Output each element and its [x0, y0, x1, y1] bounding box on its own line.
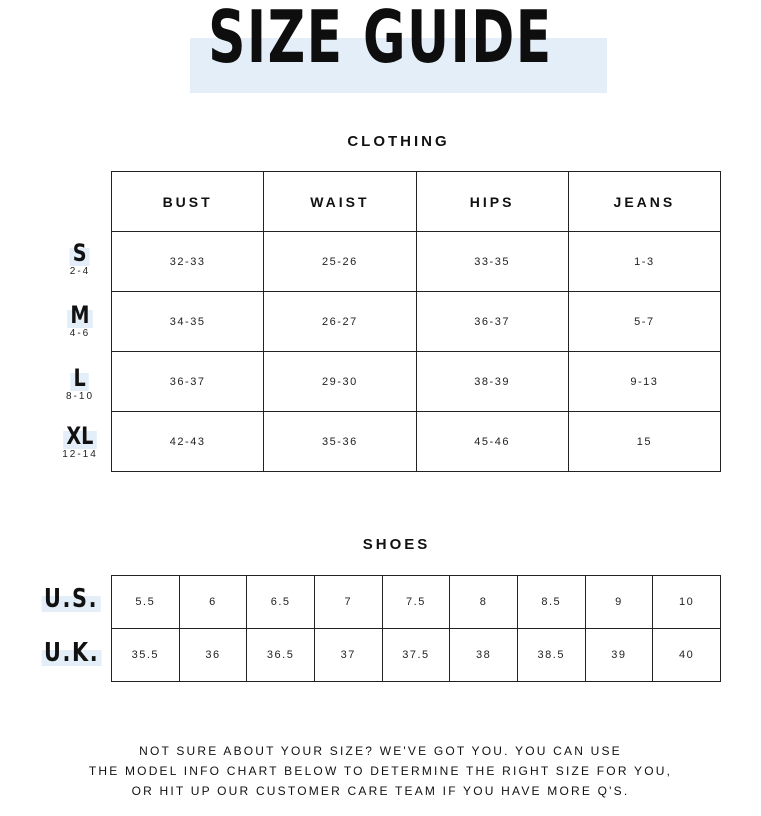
- size-letter: M: [70, 301, 90, 329]
- table-cell: 33-35: [416, 232, 568, 292]
- footnote-line: NOT SURE ABOUT YOUR SIZE? WE'VE GOT YOU. YOU CAN USE: [139, 744, 622, 758]
- shoe-row-label-uk: [44, 638, 104, 668]
- table-row: [112, 629, 721, 682]
- table-cell: 35-36: [264, 412, 416, 472]
- size-label-m: [55, 302, 105, 339]
- table-cell: 36.5: [247, 629, 315, 682]
- size-numeric: 12-14: [62, 449, 98, 460]
- table-cell: 38.5: [517, 629, 585, 682]
- column-header-bust: BUST: [112, 172, 264, 232]
- footnote-line: OR HIT UP OUR CUSTOMER CARE TEAM IF YOU HAVE MORE Q'S.: [131, 784, 630, 798]
- table-cell: 7.5: [382, 576, 450, 629]
- table-cell: 39: [585, 629, 653, 682]
- table-cell: 34-35: [112, 292, 264, 352]
- size-letter: S: [73, 239, 87, 267]
- shoe-row-label-us: [44, 584, 104, 614]
- table-cell: 45-46: [416, 412, 568, 472]
- size-numeric: 8-10: [65, 391, 94, 402]
- size-label-s: [55, 240, 105, 277]
- clothing-heading: CLOTHING: [347, 133, 450, 150]
- table-cell: 42-43: [112, 412, 264, 472]
- clothing-header-row: [112, 172, 721, 232]
- size-numeric: 4-6: [69, 328, 91, 339]
- column-header-waist: WAIST: [264, 172, 416, 232]
- table-cell: 32-33: [112, 232, 264, 292]
- table-cell: 8: [450, 576, 518, 629]
- table-cell: 40: [653, 629, 721, 682]
- shoe-row-label-text: U.S.: [44, 584, 99, 614]
- table-cell: 36-37: [112, 352, 264, 412]
- size-numeric: 2-4: [69, 266, 91, 277]
- size-letter: L: [73, 364, 87, 392]
- table-cell: 1-3: [568, 232, 720, 292]
- table-cell: 9: [585, 576, 653, 629]
- table-cell: 8.5: [517, 576, 585, 629]
- table-cell: 36-37: [416, 292, 568, 352]
- table-cell: 26-27: [264, 292, 416, 352]
- clothing-size-table: [111, 171, 721, 472]
- table-row: [112, 352, 721, 412]
- column-header-hips: HIPS: [416, 172, 568, 232]
- table-cell: 25-26: [264, 232, 416, 292]
- table-cell: 5-7: [568, 292, 720, 352]
- size-label-l: [55, 365, 105, 402]
- table-cell: 38: [450, 629, 518, 682]
- table-cell: 5.5: [112, 576, 180, 629]
- footnote-line: THE MODEL INFO CHART BELOW TO DETERMINE THE RIGHT SIZE FOR YOU,: [88, 764, 673, 778]
- table-cell: 35.5: [112, 629, 180, 682]
- table-cell: 15: [568, 412, 720, 472]
- table-cell: 36: [179, 629, 247, 682]
- table-cell: 9-13: [568, 352, 720, 412]
- shoes-size-table: [111, 575, 721, 682]
- table-cell: 7: [314, 576, 382, 629]
- table-cell: 6: [179, 576, 247, 629]
- table-cell: 38-39: [416, 352, 568, 412]
- table-row: [112, 576, 721, 629]
- table-cell: 29-30: [264, 352, 416, 412]
- shoes-heading: SHOES: [362, 536, 431, 553]
- table-cell: 37: [314, 629, 382, 682]
- table-row: [112, 292, 721, 352]
- page-title: SIZE GUIDE: [208, 0, 553, 79]
- table-row: [112, 412, 721, 472]
- table-cell: 37.5: [382, 629, 450, 682]
- table-cell: 6.5: [247, 576, 315, 629]
- size-letter: XL: [66, 422, 94, 450]
- column-header-jeans: JEANS: [568, 172, 720, 232]
- table-cell: 10: [653, 576, 721, 629]
- table-row: [112, 232, 721, 292]
- shoe-row-label-text: U.K.: [44, 638, 100, 668]
- size-label-xl: [50, 423, 110, 460]
